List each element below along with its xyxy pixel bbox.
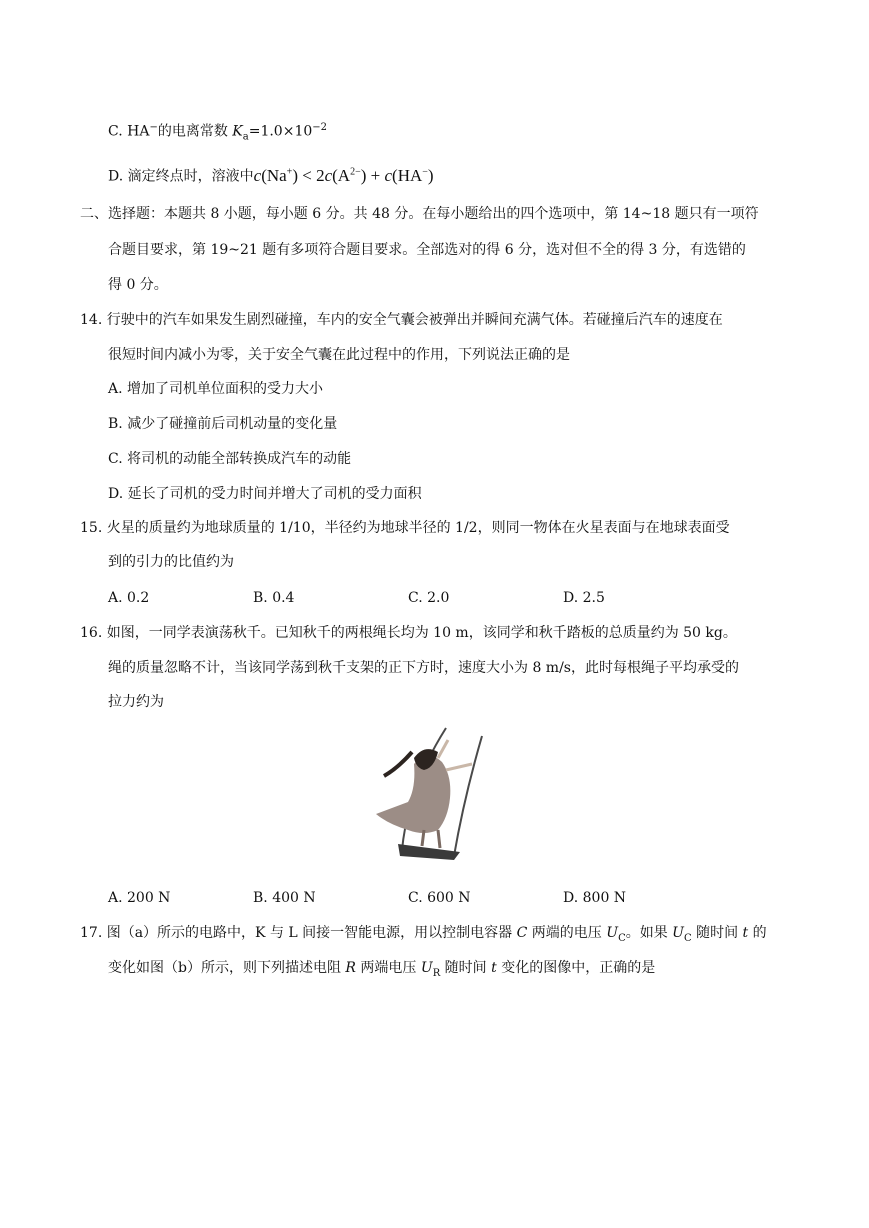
prev-option-c [108, 118, 327, 147]
q15-option-a: A. 0.2 [108, 590, 150, 606]
q17-resistor-voltage-sub: R [432, 967, 441, 979]
q17-line1-part1: 17. 图（a）所示的电路中，K 与 L 间接一智能电源，用以控制电容器 [80, 925, 517, 941]
q17-line2-part4: 变化的图像中，正确的是 [496, 960, 656, 976]
prev-option-d-prefix: D. 滴定终点时，溶液中 [108, 168, 254, 185]
q16-option-b: B. 400 N [253, 890, 316, 906]
q17-stem-line1 [80, 923, 767, 949]
expr-c1: c [253, 165, 262, 185]
girl-leg-left [422, 830, 424, 846]
expr-close2: ) [360, 165, 367, 185]
q17-capacitor-symbol: C [516, 925, 528, 941]
q16-option-a: A. 200 N [108, 890, 171, 906]
q14-stem-line1: 14. 行驶中的汽车如果发生剧烈碰撞，车内的安全气囊会被弹出并瞬间充满气体。若碰撞后汽车的速度在 [80, 312, 723, 328]
q16-stem-line2: 绳的质量忽略不计，当该同学荡到秋千支架的正下方时，速度大小为 8 m/s，此时每根绳子平均承受的 [108, 660, 739, 676]
q16-option-c: C. 600 N [408, 890, 471, 906]
expr-close1: ) [292, 165, 298, 185]
girl-arm-right [446, 764, 472, 770]
q15-stem-line2: 到的引力的比值约为 [108, 554, 234, 570]
swing-rope-right [454, 736, 482, 856]
q17-line1-part5: 的 [748, 925, 767, 941]
q17-stem-line2 [108, 958, 655, 984]
girl-arm-left [438, 740, 448, 758]
prev-option-c-prefix-sup: − [149, 122, 158, 133]
q17-line2-part1: 变化如图（b）所示，则下列描述电阻 [108, 960, 346, 976]
q16-stem-line3: 拉力约为 [108, 694, 164, 710]
prev-option-c-prefix: C. HA [108, 123, 150, 140]
expr-a-sup: 2− [350, 166, 361, 177]
q17-line2-part3: 随时间 [440, 960, 492, 976]
prev-option-c-k-sub: a [242, 131, 249, 143]
expr-ha: (HA [392, 165, 423, 185]
q17-resistor-symbol: R [345, 960, 356, 976]
expr-c3: c [384, 165, 393, 185]
prev-option-c-value: =1.0×10 [248, 123, 313, 140]
q15-option-b: B. 0.4 [253, 590, 295, 606]
expr-na: (Na [261, 165, 287, 185]
q14-option-b: B. 减少了碰撞前后司机动量的变化量 [108, 416, 338, 432]
prev-option-c-k: K [232, 123, 243, 140]
prev-option-d [108, 162, 434, 187]
q15-stem-line1: 15. 火星的质量约为地球质量的 1/10，半径约为地球半径的 1/2，则同一物体在火星表面与在地球表面受 [80, 520, 730, 536]
q14-option-a: A. 增加了司机单位面积的受力大小 [108, 381, 324, 397]
prev-option-c-mid: 的电离常数 [157, 123, 233, 140]
q17-time-symbol-2: t [491, 960, 497, 976]
girl-hair-flowing [384, 752, 412, 776]
expr-close3: ) [427, 165, 434, 185]
swing-seat [398, 844, 460, 860]
q15-option-c: C. 2.0 [408, 590, 450, 606]
q17-time-symbol-1: t [742, 925, 749, 941]
q16-option-d: D. 800 N [563, 890, 627, 906]
expr-lt: < 2 [297, 165, 325, 185]
q17-voltage-sub-1: C [618, 932, 626, 944]
q15-option-d: D. 2.5 [563, 590, 605, 606]
section-instructions-line3: 得 0 分。 [108, 277, 168, 293]
prev-option-d-expression [254, 166, 434, 185]
q14-option-d: D. 延长了司机的受力时间并增大了司机的受力面积 [108, 486, 422, 502]
q14-option-c: C. 将司机的动能全部转换成汽车的动能 [108, 451, 352, 467]
q17-resistor-voltage-symbol: U [420, 960, 433, 976]
q17-line1-part2: 两端的电压 [527, 925, 607, 941]
q17-voltage-symbol-1: U [606, 925, 619, 941]
section-instructions-line1: 二、选择题：本题共 8 小题，每小题 6 分。共 48 分。在每小题给出的四个选项中，第 14~18 题只有一项符 [80, 206, 759, 222]
swing-illustration [368, 718, 502, 866]
q17-voltage-symbol-2: U [672, 925, 684, 941]
expr-plus: + [366, 165, 385, 185]
q17-line1-part3: 。如果 [625, 925, 673, 941]
q17-voltage-sub-2: C [683, 932, 692, 944]
expr-ha-sup: − [422, 166, 428, 177]
q16-stem-line1: 16. 如图，一同学表演荡秋千。已知秋千的两根绳长均为 10 m，该同学和秋千踏板的总质量约为 50 kg。 [80, 625, 737, 641]
q17-line1-part4: 随时间 [691, 925, 743, 941]
prev-option-c-value-sup: −2 [312, 122, 328, 133]
q14-stem-line2: 很短时间内减小为零，关于安全气囊在此过程中的作用，下列说法正确的是 [108, 347, 570, 363]
girl-dress [376, 755, 450, 833]
expr-a: (A [332, 165, 351, 185]
expr-na-sup: + [286, 166, 293, 177]
q17-line2-part2: 两端电压 [355, 960, 421, 976]
expr-c2: c [324, 165, 333, 185]
section-instructions-line2: 合题目要求，第 19~21 题有多项符合题目要求。全部选对的得 6 分，选对但不全的得 3 分，有选错的 [108, 242, 746, 258]
girl-leg-right [438, 830, 440, 848]
